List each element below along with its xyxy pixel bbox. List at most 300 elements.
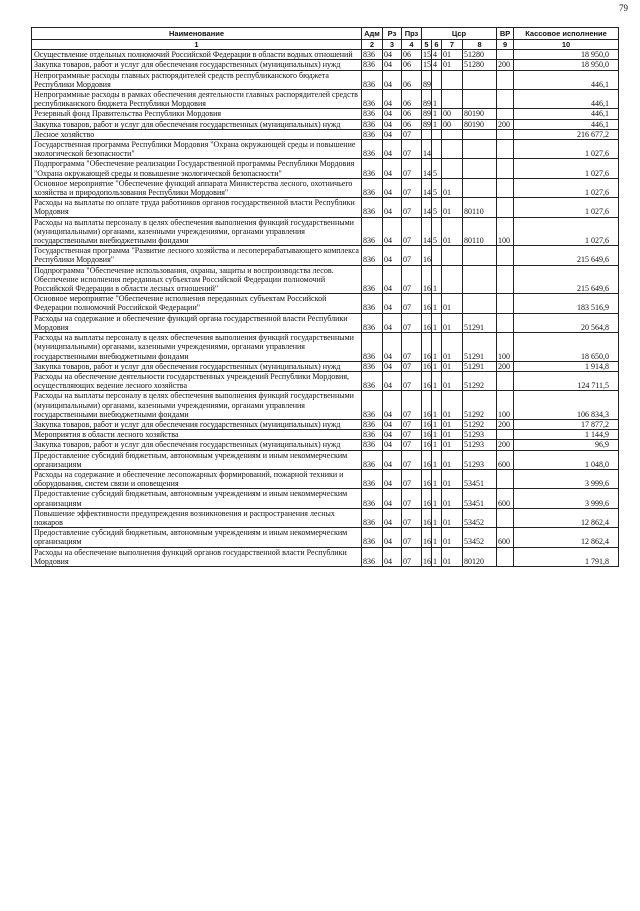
row-adm: 836 xyxy=(362,129,383,139)
row-csr-activity xyxy=(442,70,463,89)
row-amount: 18 950,0 xyxy=(514,60,619,70)
row-adm: 836 xyxy=(362,198,383,217)
row-csr-program: 89 xyxy=(423,119,431,129)
row-csr-activity: 01 xyxy=(442,547,463,566)
row-vr xyxy=(497,547,514,566)
row-csr-activity: 01 xyxy=(442,361,463,371)
row-csr-activity: 01 xyxy=(442,198,463,217)
row-prz: 07 xyxy=(402,391,422,420)
row-vr: 200 xyxy=(497,60,514,70)
row-csr-program: 16 xyxy=(422,489,432,508)
row-prz: 07 xyxy=(402,198,422,217)
table-row xyxy=(32,469,619,488)
row-rz: 04 xyxy=(383,90,402,109)
row-csr-direction: 51280 xyxy=(463,60,497,70)
row-csr-activity: 00 xyxy=(442,109,463,119)
row-prz: 07 xyxy=(402,469,422,488)
row-prz: 07 xyxy=(402,246,422,265)
row-adm: 836 xyxy=(362,265,383,294)
row-vr: 200 xyxy=(497,119,514,129)
row-rz: 04 xyxy=(383,178,402,197)
table-row xyxy=(32,547,619,566)
row-csr-direction: 51293 xyxy=(463,430,497,440)
row-amount: 3 999,6 xyxy=(514,469,619,488)
row-csr-program: 14 xyxy=(422,217,432,246)
row-name: Расходы на выплаты персоналу в целях обеспечения выполнения функций государственными (муниципальными) органами, казенными учреждениями, органами управления государственными внебюджетными фондами xyxy=(32,391,362,420)
row-csr-program: 14 xyxy=(422,178,432,197)
table-row xyxy=(32,70,619,89)
row-name: Расходы на выплаты персоналу в целях обеспечения выполнения функций государственными (муниципальными) органами, казенными учреждениями, органами управления государственными внебюджетными фондами xyxy=(32,217,362,246)
row-csr-subprogram xyxy=(432,246,442,265)
row-csr-activity: 01 xyxy=(442,440,463,450)
row-amount: 1 027,6 xyxy=(514,140,619,159)
row-csr-direction xyxy=(463,140,497,159)
row-csr-subprogram: 1 xyxy=(432,391,442,420)
row-adm: 836 xyxy=(362,217,383,246)
table-row xyxy=(32,489,619,508)
row-amount: 446,1 xyxy=(514,119,619,129)
table-row xyxy=(32,129,619,139)
row-csr-program: 16 xyxy=(422,246,432,265)
row-csr-subprogram: 1 xyxy=(432,313,442,332)
table-row xyxy=(32,198,619,217)
row-vr xyxy=(497,508,514,527)
row-prz: 07 xyxy=(402,217,422,246)
row-csr-program xyxy=(422,129,432,139)
row-rz: 04 xyxy=(383,109,402,119)
row-csr-subprogram: 1 xyxy=(432,265,442,294)
row-rz: 04 xyxy=(383,391,402,420)
row-amount: 1 027,6 xyxy=(514,198,619,217)
row-csr-subprogram: 4 xyxy=(432,60,442,70)
row-name: Непрограммные расходы в рамках обеспечения деятельности главных распорядителей средств республиканского бюджета Республики Мордовия xyxy=(32,90,362,109)
row-csr-program: 89 xyxy=(422,70,432,89)
row-prz: 07 xyxy=(402,419,422,429)
column-number: 4 xyxy=(402,40,422,50)
row-prz: 07 xyxy=(402,178,422,197)
table-row xyxy=(32,391,619,420)
table-row xyxy=(32,90,619,109)
row-vr xyxy=(497,109,514,119)
header-amount: Кассовое исполнение xyxy=(514,28,619,40)
row-prz: 07 xyxy=(402,528,422,547)
row-amount: 446,1 xyxy=(514,109,619,119)
row-vr xyxy=(497,140,514,159)
row-prz: 07 xyxy=(402,294,422,313)
row-name: Мероприятия в области лесного хозяйства xyxy=(32,430,362,440)
row-csr-program: 16 xyxy=(423,440,431,450)
row-prz: 06 xyxy=(402,50,422,60)
row-prz: 06 xyxy=(402,60,422,70)
row-prz: 07 xyxy=(402,440,422,450)
row-csr-direction: 51291 xyxy=(463,333,497,362)
table-row xyxy=(32,371,619,390)
row-csr-subprogram: 1 xyxy=(432,489,442,508)
row-amount: 20 564,8 xyxy=(514,313,619,332)
row-csr-program: 14 xyxy=(422,140,432,159)
row-csr-subprogram: 1 xyxy=(432,371,442,390)
row-rz: 04 xyxy=(383,440,402,450)
row-amount: 18 650,0 xyxy=(514,333,619,362)
row-csr-subprogram: 5 xyxy=(432,217,442,246)
row-csr-program: 15 xyxy=(423,50,431,60)
row-csr-program: 16 xyxy=(423,430,431,440)
row-rz: 04 xyxy=(383,246,402,265)
header-name: Наименование xyxy=(32,28,362,40)
row-csr-activity: 01 xyxy=(442,391,463,420)
row-adm: 836 xyxy=(362,508,383,527)
column-number-row xyxy=(32,40,619,50)
row-adm: 836 xyxy=(362,528,383,547)
row-amount: 1 027,6 xyxy=(514,178,619,197)
row-csr-program: 14 xyxy=(422,198,432,217)
row-prz: 07 xyxy=(402,508,422,527)
row-csr-subprogram: 1 xyxy=(432,90,442,109)
row-csr-program: 16 xyxy=(423,361,431,371)
table-header-row xyxy=(32,28,619,40)
table-row xyxy=(32,159,619,178)
row-adm: 836 xyxy=(362,333,383,362)
row-amount: 3 999,6 xyxy=(514,489,619,508)
row-rz: 04 xyxy=(383,50,402,60)
column-number: 6 xyxy=(432,40,442,50)
row-csr-direction xyxy=(463,70,497,89)
row-adm: 836 xyxy=(362,361,383,371)
row-csr-activity: 01 xyxy=(442,371,463,390)
row-adm: 836 xyxy=(362,430,383,440)
row-prz: 07 xyxy=(402,361,422,371)
row-csr-direction: 51292 xyxy=(463,419,497,429)
header-adm: Адм xyxy=(362,28,383,40)
row-prz: 07 xyxy=(402,371,422,390)
row-adm: 836 xyxy=(362,246,383,265)
row-vr xyxy=(497,178,514,197)
row-name: Государственная программа "Развитие лесного хозяйства и лесоперерабатывающего комплекса Республики Мордовия" xyxy=(32,246,362,265)
table-row xyxy=(32,528,619,547)
row-name: Непрограммные расходы главных распорядителей средств республиканского бюджета Республики Мордовия xyxy=(32,70,362,89)
row-csr-subprogram: 5 xyxy=(432,198,442,217)
row-csr-activity: 01 xyxy=(442,450,463,469)
row-csr-activity: 01 xyxy=(442,294,463,313)
row-csr-direction: 51293 xyxy=(463,450,497,469)
row-adm: 836 xyxy=(362,391,383,420)
row-csr-subprogram: 1 xyxy=(432,469,442,488)
row-rz: 04 xyxy=(383,313,402,332)
row-amount: 183 516,9 xyxy=(514,294,619,313)
row-name: Закупка товаров, работ и услуг для обеспечения государственных (муниципальных) нужд xyxy=(32,60,362,70)
row-csr-subprogram xyxy=(432,129,442,139)
row-csr-activity: 00 xyxy=(442,119,463,129)
row-rz: 04 xyxy=(383,129,402,139)
row-amount: 1 027,6 xyxy=(514,217,619,246)
row-amount: 1 791,8 xyxy=(514,547,619,566)
row-name: Государственная программа Республики Мордовия "Охрана окружающей среды и повышение экологической безопасности" xyxy=(32,140,362,159)
row-adm: 836 xyxy=(362,90,383,109)
column-number: 5 xyxy=(422,40,432,50)
row-rz: 04 xyxy=(383,70,402,89)
row-csr-activity: 01 xyxy=(442,489,463,508)
row-adm: 836 xyxy=(362,469,383,488)
row-csr-direction: 53451 xyxy=(463,489,497,508)
row-amount: 446,1 xyxy=(514,70,619,89)
row-csr-subprogram: 1 xyxy=(432,294,442,313)
row-vr: 200 xyxy=(497,361,514,371)
row-csr-program: 16 xyxy=(422,294,432,313)
row-csr-direction: 51280 xyxy=(463,50,497,60)
row-rz: 04 xyxy=(383,159,402,178)
row-rz: 04 xyxy=(383,419,402,429)
table-row xyxy=(32,508,619,527)
table-row xyxy=(32,419,619,429)
row-amount: 17 877,2 xyxy=(514,419,619,429)
row-amount: 446,1 xyxy=(514,90,619,109)
row-csr-program: 16 xyxy=(422,508,432,527)
page-number: 79 xyxy=(619,3,628,13)
row-adm: 836 xyxy=(362,371,383,390)
row-prz: 07 xyxy=(402,489,422,508)
row-csr-program: 14 xyxy=(422,159,432,178)
row-rz: 04 xyxy=(383,508,402,527)
row-adm: 836 xyxy=(362,440,383,450)
table-row xyxy=(32,246,619,265)
row-csr-activity xyxy=(442,265,463,294)
table-row xyxy=(32,333,619,362)
row-csr-activity xyxy=(442,140,463,159)
row-rz: 04 xyxy=(383,528,402,547)
row-vr xyxy=(497,246,514,265)
row-vr xyxy=(497,129,514,139)
row-name: Осуществление отдельных полномочий Российской Федерации в области водных отношений xyxy=(32,50,362,60)
row-adm: 836 xyxy=(362,159,383,178)
row-vr xyxy=(497,159,514,178)
row-adm: 836 xyxy=(362,70,383,89)
row-csr-activity: 01 xyxy=(442,430,463,440)
row-name: Расходы на обеспечение выполнения функций органов государственной власти Республики Мордовия xyxy=(32,547,362,566)
row-adm: 836 xyxy=(362,489,383,508)
row-csr-subprogram: 1 xyxy=(432,430,442,440)
row-adm: 836 xyxy=(362,178,383,197)
header-vr: ВР xyxy=(497,28,514,40)
table-row xyxy=(32,265,619,294)
row-adm: 836 xyxy=(362,294,383,313)
row-csr-subprogram: 5 xyxy=(432,159,442,178)
table-row xyxy=(32,119,619,129)
row-name: Повышение эффективности предупреждения возникновения и распространения лесных пожаров xyxy=(32,508,362,527)
row-csr-activity: 01 xyxy=(442,50,463,60)
row-csr-direction xyxy=(463,265,497,294)
row-csr-subprogram: 1 xyxy=(432,109,442,119)
row-vr: 200 xyxy=(497,440,514,450)
row-adm: 836 xyxy=(362,450,383,469)
row-csr-activity: 01 xyxy=(442,217,463,246)
row-csr-program: 16 xyxy=(422,333,432,362)
row-name: Расходы на содержание и обеспечение функций органа государственной власти Республики Мордовия xyxy=(32,313,362,332)
row-prz: 07 xyxy=(402,547,422,566)
row-csr-direction xyxy=(463,178,497,197)
row-name: Подпрограмма "Обеспечение использования, охраны, защиты и воспроизводства лесов. Обеспечение исполнения переданных субъектам Российской Федерации полномочий Российской Федерации в области лесных отношений" xyxy=(32,265,362,294)
row-csr-direction: 51292 xyxy=(463,391,497,420)
row-csr-subprogram: 1 xyxy=(432,119,442,129)
row-csr-activity: 01 xyxy=(442,528,463,547)
row-name: Закупка товаров, работ и услуг для обеспечения государственных (муниципальных) нужд xyxy=(32,440,362,450)
table-row xyxy=(32,313,619,332)
row-vr: 100 xyxy=(497,391,514,420)
row-name: Расходы на выплаты персоналу в целях обеспечения выполнения функций государственными (муниципальными) органами, казенными учреждениями, органами управления государственными внебюджетными фондами xyxy=(32,333,362,362)
row-adm: 836 xyxy=(362,50,383,60)
row-csr-subprogram: 1 xyxy=(432,508,442,527)
row-prz: 07 xyxy=(402,129,422,139)
row-vr xyxy=(497,265,514,294)
row-vr: 100 xyxy=(497,333,514,362)
row-csr-direction: 80110 xyxy=(463,217,497,246)
row-csr-direction: 53452 xyxy=(463,528,497,547)
row-csr-direction: 51291 xyxy=(463,313,497,332)
row-prz: 07 xyxy=(402,159,422,178)
row-csr-direction xyxy=(463,246,497,265)
row-csr-subprogram: 1 xyxy=(432,361,442,371)
row-rz: 04 xyxy=(383,333,402,362)
column-number: 10 xyxy=(514,40,619,50)
table-row xyxy=(32,450,619,469)
row-prz: 06 xyxy=(402,119,422,129)
row-rz: 04 xyxy=(383,450,402,469)
row-vr xyxy=(497,294,514,313)
row-csr-subprogram: 1 xyxy=(432,528,442,547)
row-csr-direction: 80190 xyxy=(463,119,497,129)
row-name: Основное мероприятие "Обеспечение исполнения переданных субъектам Российской Федерации полномочий Российской Федерации" xyxy=(32,294,362,313)
row-csr-direction xyxy=(463,294,497,313)
row-csr-subprogram: 1 xyxy=(432,547,442,566)
row-name: Предоставление субсидий бюджетным, автономным учреждениям и иным некоммерческим организациям xyxy=(32,450,362,469)
row-csr-direction xyxy=(463,129,497,139)
row-csr-activity xyxy=(442,129,463,139)
row-name: Расходы на содержание и обеспечение лесопожарных формирований, пожарной техники и оборудования, систем связи и оповещения xyxy=(32,469,362,488)
row-csr-direction: 80110 xyxy=(463,198,497,217)
row-csr-activity xyxy=(442,159,463,178)
row-vr xyxy=(497,90,514,109)
row-prz: 07 xyxy=(402,333,422,362)
column-number: 1 xyxy=(32,40,362,50)
row-vr: 100 xyxy=(497,217,514,246)
row-name: Подпрограмма "Обеспечение реализации Государственной программы Республики Мордовия "Охрана окружающей среды и повышение экологической безопасности" xyxy=(32,159,362,178)
row-csr-activity: 01 xyxy=(442,178,463,197)
row-prz: 06 xyxy=(402,70,422,89)
row-vr xyxy=(497,50,514,60)
row-amount: 96,9 xyxy=(514,440,619,450)
row-name: Предоставление субсидий бюджетным, автономным учреждениям и иным некоммерческим организациям xyxy=(32,489,362,508)
row-amount: 12 862,4 xyxy=(514,528,619,547)
row-adm: 836 xyxy=(362,60,383,70)
row-csr-program: 16 xyxy=(422,371,432,390)
table-row xyxy=(32,178,619,197)
row-vr xyxy=(497,70,514,89)
row-csr-subprogram: 1 xyxy=(432,440,442,450)
header-rz: Рз xyxy=(383,28,402,40)
row-csr-activity: 01 xyxy=(442,508,463,527)
row-rz: 04 xyxy=(383,119,402,129)
row-csr-subprogram: 4 xyxy=(432,50,442,60)
row-rz: 04 xyxy=(383,489,402,508)
row-amount: 1 914,8 xyxy=(514,361,619,371)
row-csr-program: 16 xyxy=(422,450,432,469)
table-row xyxy=(32,60,619,70)
row-rz: 04 xyxy=(383,217,402,246)
row-csr-program: 89 xyxy=(422,90,432,109)
row-amount: 1 048,0 xyxy=(514,450,619,469)
row-name: Резервный фонд Правительства Республики Мордовия xyxy=(32,109,362,119)
table-row xyxy=(32,140,619,159)
row-rz: 04 xyxy=(383,265,402,294)
row-rz: 04 xyxy=(383,469,402,488)
row-csr-direction: 53452 xyxy=(463,508,497,527)
column-number: 2 xyxy=(362,40,383,50)
column-number: 3 xyxy=(383,40,402,50)
row-amount: 215 649,6 xyxy=(514,265,619,294)
row-csr-activity: 01 xyxy=(442,60,463,70)
row-csr-program: 16 xyxy=(422,313,432,332)
row-rz: 04 xyxy=(383,60,402,70)
table-row xyxy=(32,109,619,119)
row-amount: 1 027,6 xyxy=(514,159,619,178)
row-csr-direction: 51292 xyxy=(463,371,497,390)
row-amount: 12 862,4 xyxy=(514,508,619,527)
row-csr-activity: 01 xyxy=(442,469,463,488)
row-csr-direction xyxy=(463,159,497,178)
row-name: Расходы на обеспечение деятельности государственных учреждений Республики Мордовия, осуществляющих ведение лесного хозяйства xyxy=(32,371,362,390)
row-csr-program: 16 xyxy=(422,528,432,547)
column-number: 9 xyxy=(497,40,514,50)
row-name: Закупка товаров, работ и услуг для обеспечения государственных (муниципальных) нужд xyxy=(32,119,362,129)
table-row xyxy=(32,430,619,440)
table-row xyxy=(32,440,619,450)
row-vr xyxy=(497,313,514,332)
row-amount: 215 649,6 xyxy=(514,246,619,265)
row-vr: 600 xyxy=(497,528,514,547)
row-adm: 836 xyxy=(362,109,383,119)
row-amount: 1 144,9 xyxy=(514,430,619,440)
row-prz: 07 xyxy=(402,265,422,294)
row-rz: 04 xyxy=(383,430,402,440)
row-amount: 216 677,2 xyxy=(514,129,619,139)
row-csr-program: 89 xyxy=(423,109,431,119)
budget-table xyxy=(31,27,619,567)
row-csr-subprogram: 5 xyxy=(432,178,442,197)
row-csr-activity xyxy=(442,246,463,265)
row-csr-subprogram: 1 xyxy=(432,419,442,429)
row-adm: 836 xyxy=(362,119,383,129)
row-csr-activity: 01 xyxy=(442,313,463,332)
row-csr-program: 15 xyxy=(423,60,431,70)
row-vr: 200 xyxy=(497,419,514,429)
row-amount: 18 950,0 xyxy=(514,50,619,60)
table-row xyxy=(32,50,619,60)
row-csr-program: 16 xyxy=(422,391,432,420)
row-rz: 04 xyxy=(383,294,402,313)
row-name: Расходы на выплаты по оплате труда работников органов государственной власти Республики Мордовия xyxy=(32,198,362,217)
row-csr-program: 16 xyxy=(422,547,432,566)
row-rz: 04 xyxy=(383,198,402,217)
row-vr xyxy=(497,469,514,488)
row-csr-program: 16 xyxy=(423,419,431,429)
row-vr xyxy=(497,198,514,217)
row-prz: 07 xyxy=(402,430,422,440)
header-prz: Прз xyxy=(402,28,422,40)
row-csr-subprogram xyxy=(432,70,442,89)
row-adm: 836 xyxy=(362,140,383,159)
column-number: 7 xyxy=(442,40,463,50)
row-rz: 04 xyxy=(383,140,402,159)
row-prz: 06 xyxy=(402,109,422,119)
